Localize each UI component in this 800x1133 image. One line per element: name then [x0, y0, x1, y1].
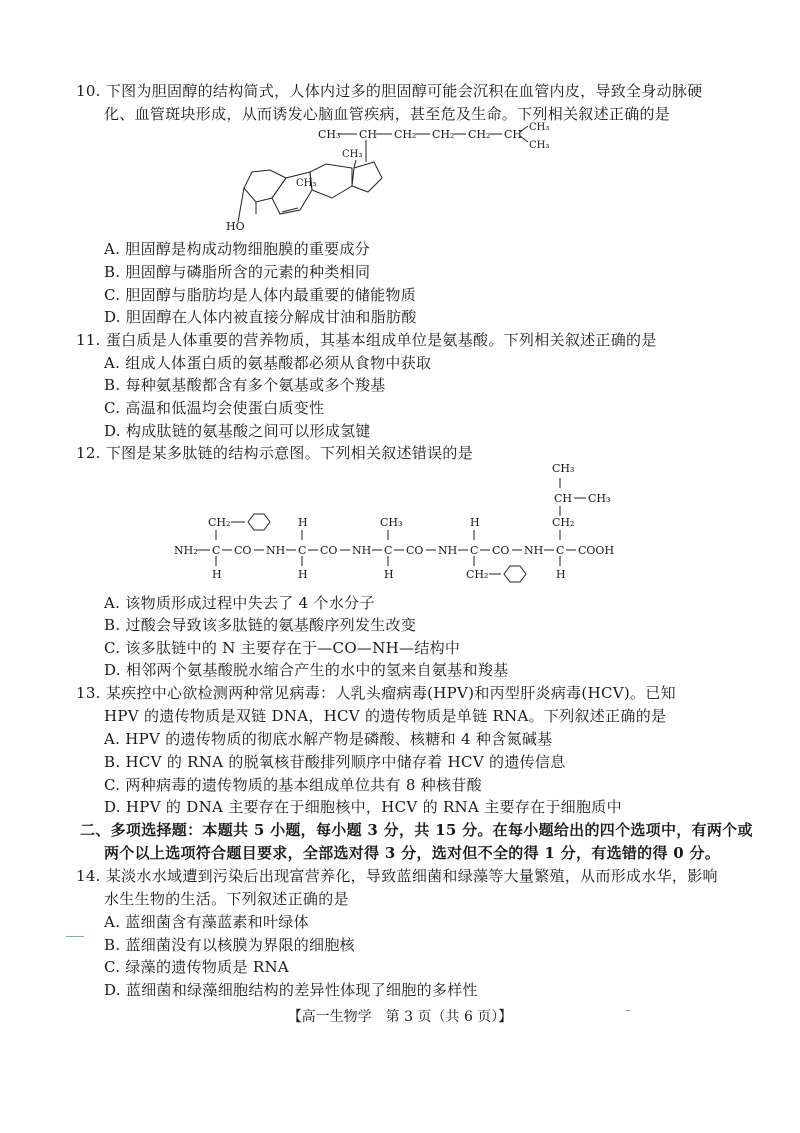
q12-stem: 12. 下图是某多肽链的结构示意图。下列相关叙述错误的是 [76, 444, 474, 462]
q14-option-a: A. 蓝细菌含有藻蓝素和叶绿体 [104, 913, 309, 931]
pp-c4: C [470, 544, 479, 557]
pp-nh2b: NH [352, 544, 372, 557]
chain-ch-label: CH [359, 128, 378, 141]
q14-stem-line-2: 水生生物的生活。下列叙述正确的是 [104, 890, 349, 908]
pp-cooh: COOH [578, 544, 615, 557]
chain-ch-label-2: CH [504, 128, 523, 141]
q13-stem-line-2: HPV 的遗传物质是双链 DNA，HCV 的遗传物质是单链 RNA。下列叙述正确的是 [104, 707, 667, 725]
q11-option-b: B. 每种氨基酸都含有多个氨基或多个羧基 [104, 376, 386, 394]
pp-co2: CO [320, 544, 338, 557]
q10-option-c: C. 胆固醇与脂肪均是人体内最重要的储能物质 [104, 286, 417, 304]
q11-option-c: C. 高温和低温均会使蛋白质变性 [104, 399, 325, 417]
chain-ch2-label-2: CH₂ [432, 128, 455, 141]
pp-nh2: NH₂ [174, 544, 198, 557]
pp-r5-ch3-right: CH₃ [588, 492, 611, 505]
pp-r1-ch2: CH₂ [208, 516, 231, 529]
q13-option-b: B. HCV 的 RNA 的脱氧核苷酸排列顺序中储存着 HCV 的遗传信息 [104, 753, 566, 771]
chain-ch2-label-3: CH₂ [468, 128, 491, 141]
ring-ch3-mid: CH₃ [296, 178, 317, 189]
q14-option-d: D. 蓝细菌和绿藻细胞结构的差异性体现了细胞的多样性 [104, 981, 478, 999]
pp-co1: CO [234, 544, 252, 557]
pp-c1: C [212, 544, 221, 557]
q12-option-b: B. 过酸会导致该多肽链的氨基酸序列发生改变 [104, 616, 417, 634]
pp-r3-ch3: CH₃ [380, 516, 403, 529]
q13-option-c: C. 两种病毒的遗传物质的基本组成单位共有 8 种核苷酸 [104, 776, 482, 794]
q13-option-d: D. HPV 的 DNA 主要存在于细胞核中，HCV 的 RNA 主要存在于细胞质中 [104, 798, 622, 816]
ho-label: HO [226, 220, 245, 233]
pp-h2-top: H [298, 516, 308, 529]
pp-r5-ch2: CH₂ [552, 516, 575, 529]
pp-h3: H [384, 568, 394, 581]
pp-co4: CO [492, 544, 510, 557]
q10-option-b: B. 胆固醇与磷脂所含的元素的种类相同 [104, 263, 371, 281]
q10-stem-line-1: 10. 下图为胆固醇的结构简式，人体内过多的胆固醇可能会沉积在血管内皮，导致全身动脉硬 [76, 82, 703, 100]
branch-ch3-top: CH₃ [529, 122, 550, 133]
pp-c5: C [556, 544, 565, 557]
pp-c2: C [298, 544, 307, 557]
pp-nh3: NH [438, 544, 458, 557]
pp-r4-ch2: CH₂ [466, 568, 489, 581]
scan-mark [66, 936, 84, 937]
q11-option-d: D. 构成肽链的氨基酸之间可以形成氢键 [104, 422, 371, 440]
cholesterol-structure-diagram [220, 120, 560, 238]
q14-option-c: C. 绿藻的遗传物质是 RNA [104, 958, 289, 976]
pp-nh4: NH [524, 544, 544, 557]
q12-option-c: C. 该多肽链中的 N 主要存在于—CO—NH—结构中 [104, 639, 461, 657]
pp-nh1: NH [266, 544, 286, 557]
q10-option-a: A. 胆固醇是构成动物细胞膜的重要成分 [104, 240, 371, 258]
pp-r5-ch3-top: CH₃ [552, 462, 575, 475]
ring-ch3-top: CH₃ [342, 149, 363, 160]
q12-option-d: D. 相邻两个氨基酸脱水缩合产生的水中的氢来自氨基和羧基 [104, 661, 509, 679]
polypeptide-structure-diagram [168, 458, 648, 590]
scan-dot [626, 1010, 630, 1011]
page-footer: 【高一生物学 第 3 页（共 6 页）】 [287, 1009, 513, 1025]
q14-option-b: B. 蓝细菌没有以核膜为界限的细胞核 [104, 936, 355, 954]
pp-h5: H [556, 568, 566, 581]
pp-c3: C [384, 544, 393, 557]
pp-co3: CO [406, 544, 424, 557]
pp-h1: H [212, 568, 222, 581]
section-2-heading-line-2: 两个以上选项符合题目要求，全部选对得 3 分，选对但不全的得 1 分，有选错的得 0 分。 [104, 844, 721, 862]
q11-option-a: A. 组成人体蛋白质的氨基酸都必须从食物中获取 [104, 354, 432, 372]
pp-h2-bottom: H [298, 568, 308, 581]
chain-ch3-label: CH₃ [318, 128, 341, 141]
q14-stem-line-1: 14. 某淡水水域遭到污染后出现富营养化，导致蓝细菌和绿藻等大量繁殖，从而形成水华，影响 [76, 867, 718, 885]
pp-r5-ch: CH [554, 492, 573, 505]
chain-ch2-label-1: CH₂ [394, 128, 417, 141]
section-2-heading-line-1: 二、多项选择题：本题共 5 小题，每小题 3 分，共 15 分。在每小题给出的四个选项中，有两个或 [80, 821, 753, 839]
pp-h4: H [470, 516, 480, 529]
q12-option-a: A. 该物质形成过程中失去了 4 个水分子 [104, 594, 375, 612]
q13-stem-line-1: 13. 某疾控中心欲检测两种常见病毒：人乳头瘤病毒(HPV)和丙型肝炎病毒(HCV)。已知 [76, 684, 676, 702]
q11-stem: 11. 蛋白质是人体重要的营养物质，其基本组成单位是氨基酸。下列相关叙述正确的是 [76, 331, 657, 349]
q13-option-a: A. HPV 的遗传物质的彻底水解产物是磷酸、核糖和 4 种含氮碱基 [104, 730, 553, 748]
branch-ch3-bottom: CH₃ [529, 140, 550, 151]
q10-option-d: D. 胆固醇在人体内被直接分解成甘油和脂肪酸 [104, 308, 417, 326]
q10-stem-line-2: 化、血管斑块形成，从而诱发心脑血管疾病，甚至危及生命。下列相关叙述正确的是 [104, 105, 671, 123]
